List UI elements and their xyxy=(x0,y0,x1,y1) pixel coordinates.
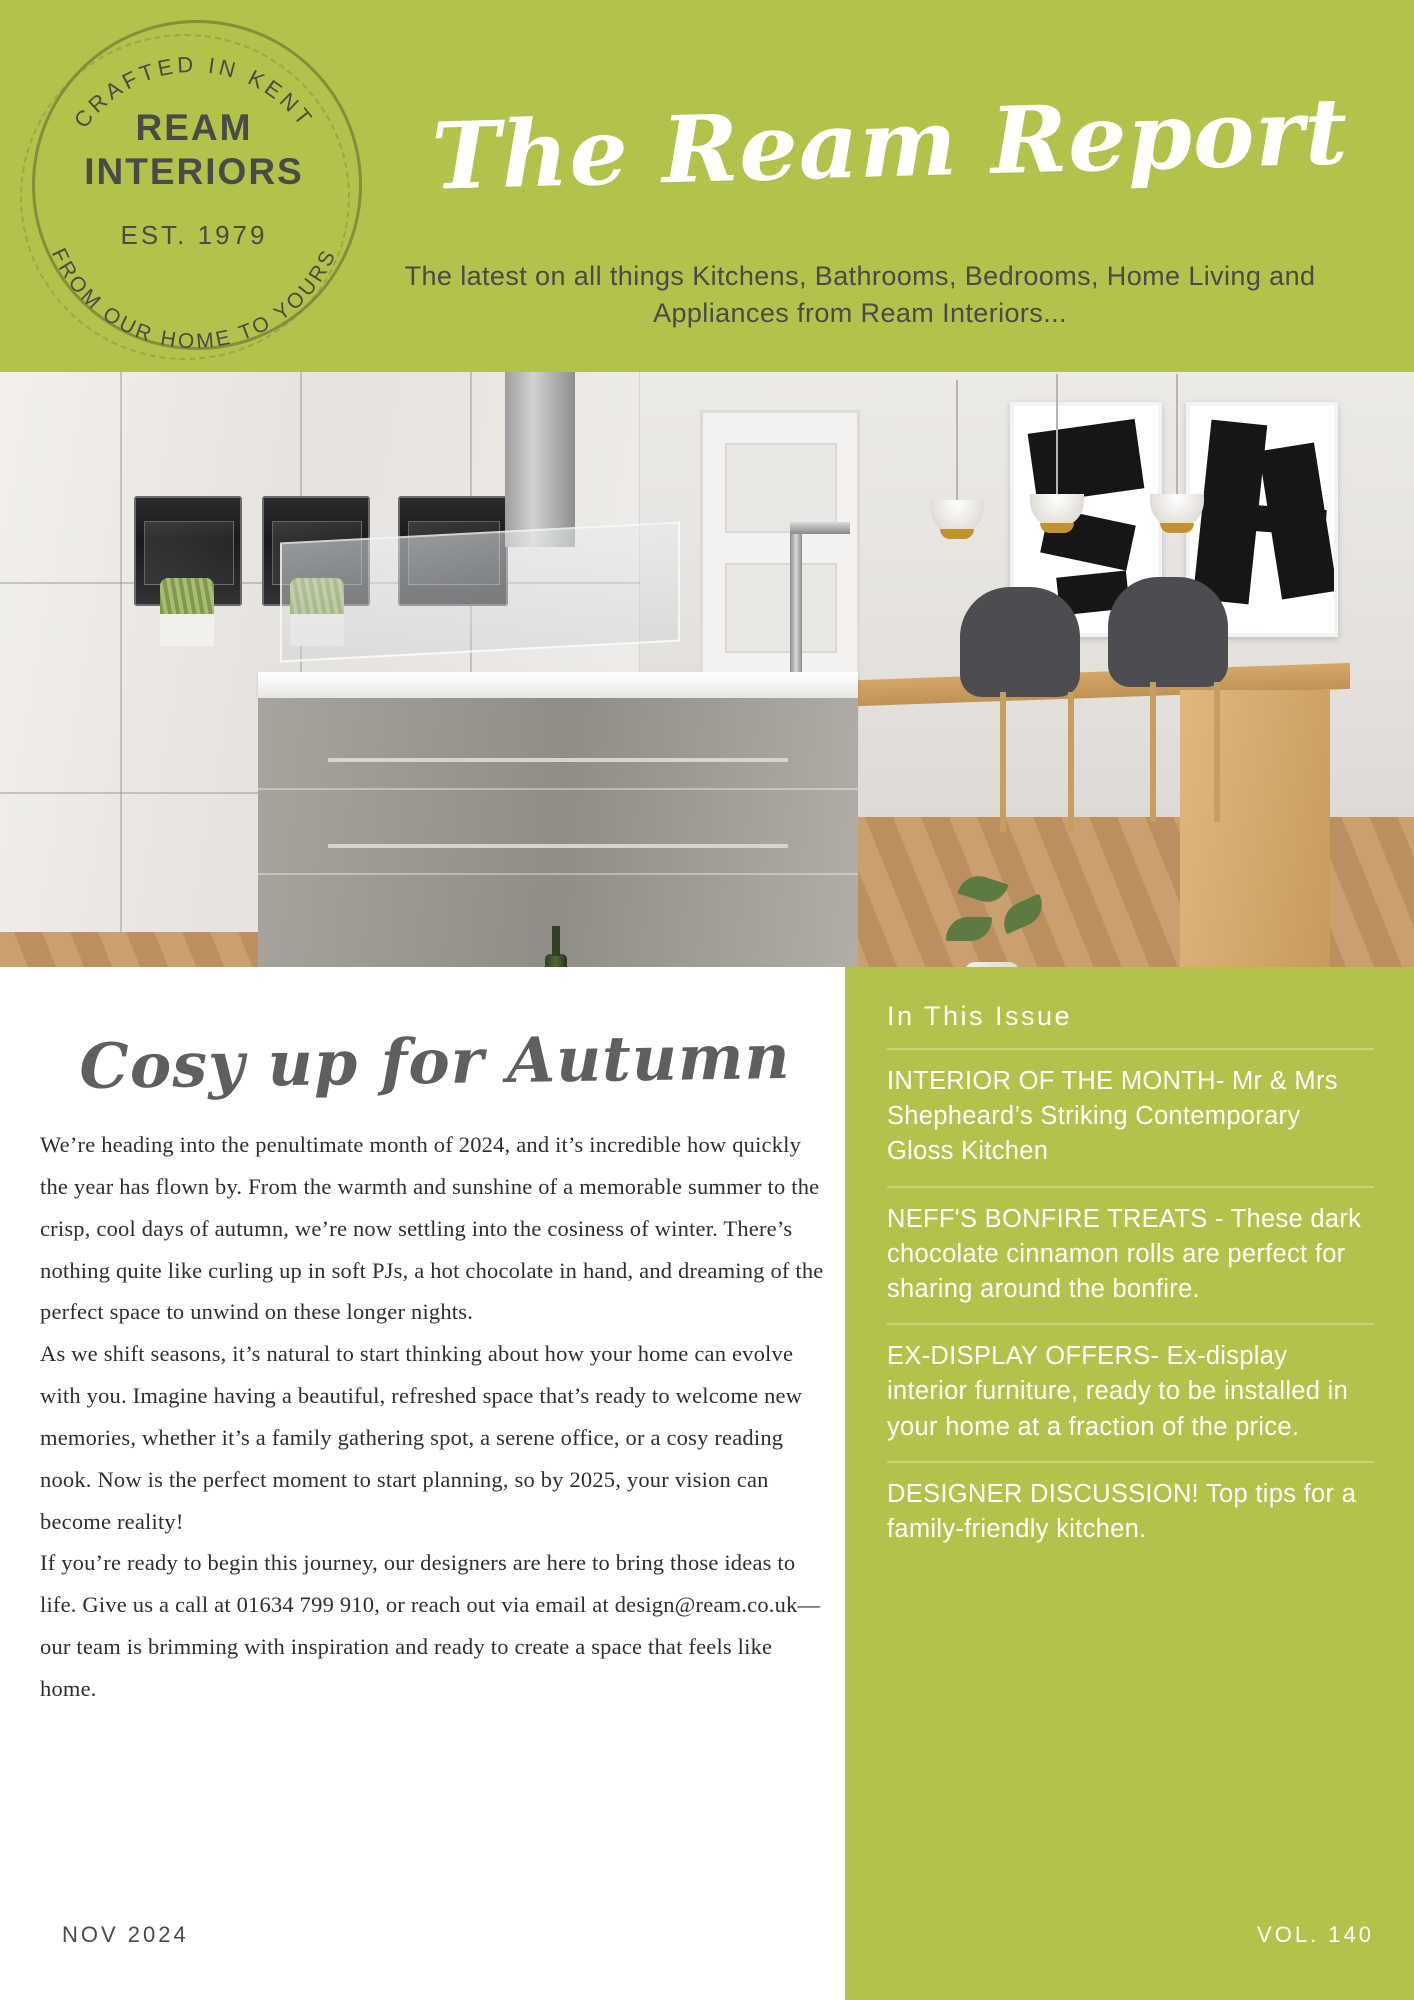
hero-tap xyxy=(790,522,802,682)
article-body xyxy=(40,1124,830,1710)
hero-wine-bottle xyxy=(545,954,567,967)
hero-extractor-hood xyxy=(505,372,575,547)
brand-established: EST. 1979 xyxy=(120,220,268,250)
issue-item-neff-bonfire-treats[interactable] xyxy=(887,1186,1374,1324)
issue-item-description: Mr & Mrs Shepheard’s Striking Contemporary Gloss Kitchen xyxy=(887,1067,1338,1166)
issue-item-description: These dark chocolate cinnamon rolls are perfect for sharing around the bonfire. xyxy=(887,1204,1362,1303)
article-paragraph-3: If you’re ready to begin this journey, our designers are here to bring those ideas to life. Give us a call at 01634 799 910, or reach out via email at design@ream.co.uk—our team is brimming with inspiration and ready to create a space that feels like home. xyxy=(40,1550,821,1701)
in-this-issue-sidebar xyxy=(845,967,1414,2000)
article-paragraph-2: As we shift seasons, it’s natural to start thinking about how your home can evolve with you. Imagine having a beautiful, refreshed space that’s ready to welcome new memories, whether it’s a family gathering spot, a serene office, or a cosy reading nook. Now is the perfect moment to start planning, so by 2025, your vision can become reality! xyxy=(40,1341,803,1534)
issue-item-heading: NEFF'S BONFIRE TREATS - xyxy=(887,1204,1224,1233)
logo-arc-top-text: CRAFTED IN KENT xyxy=(68,51,320,133)
masthead-subtitle: The latest on all things Kitchens, Bathrooms, Bedrooms, Home Living and Appliances from Ream Interiors... xyxy=(404,261,1316,329)
logo-arc-bottom-text: FROM OUR HOME TO YOURS xyxy=(46,244,342,354)
issue-item-heading: EX-DISPLAY OFFERS- xyxy=(887,1342,1160,1371)
article-title: Cosy up for Autumn xyxy=(78,1020,792,1103)
brand-name-line2: INTERIORS xyxy=(84,150,304,192)
lead-article xyxy=(40,997,830,1710)
article-paragraph-1: We’re heading into the penultimate month of 2024, and it’s incredible how quickly the year has flown by. From the warmth and sunshine of a memorable summer to the crisp, cool days of autumn, we’re now settling into the cosiness of winter. There’s nothing quite like curling up in soft PJs, a hot chocolate in hand, and dreaming of the perfect space to unwind on these longer nights. xyxy=(40,1132,824,1325)
brand-name-line1: REAM xyxy=(135,107,253,148)
masthead-title: The Ream Report xyxy=(430,77,1350,211)
footer-date: NOV 2024 xyxy=(62,1922,189,1947)
sidebar-title: In This Issue xyxy=(887,1001,1073,1031)
issue-item-description: Top tips for a family-friendly kitchen. xyxy=(887,1479,1357,1543)
issue-item-heading: DESIGNER DISCUSSION! xyxy=(887,1479,1200,1508)
body-area xyxy=(0,967,1414,2000)
issue-item-designer-discussion[interactable] xyxy=(887,1461,1374,1563)
hero-island-worktop xyxy=(258,672,858,698)
footer-volume: VOL. 140 xyxy=(1257,1922,1374,1947)
hero-bar-stool-1 xyxy=(960,587,1080,697)
svg-text:FROM OUR HOME TO YOURS xyxy=(47,245,341,353)
hero-image xyxy=(0,372,1414,967)
issue-item-interior-of-the-month[interactable] xyxy=(887,1048,1374,1186)
issue-item-heading: INTERIOR OF THE MONTH- xyxy=(887,1067,1225,1095)
header-banner xyxy=(0,0,1414,372)
issue-item-ex-display-offers[interactable] xyxy=(887,1323,1374,1461)
brand-logo xyxy=(14,8,374,364)
hero-breakfast-bar-leg xyxy=(1180,690,1330,967)
brand-name xyxy=(14,106,374,193)
hero-bar-stool-2 xyxy=(1108,577,1228,687)
hero-hood-glass xyxy=(280,522,680,663)
issue-item-description: Ex-display interior furniture, ready to be installed in your home at a fraction of the price. xyxy=(887,1342,1349,1441)
